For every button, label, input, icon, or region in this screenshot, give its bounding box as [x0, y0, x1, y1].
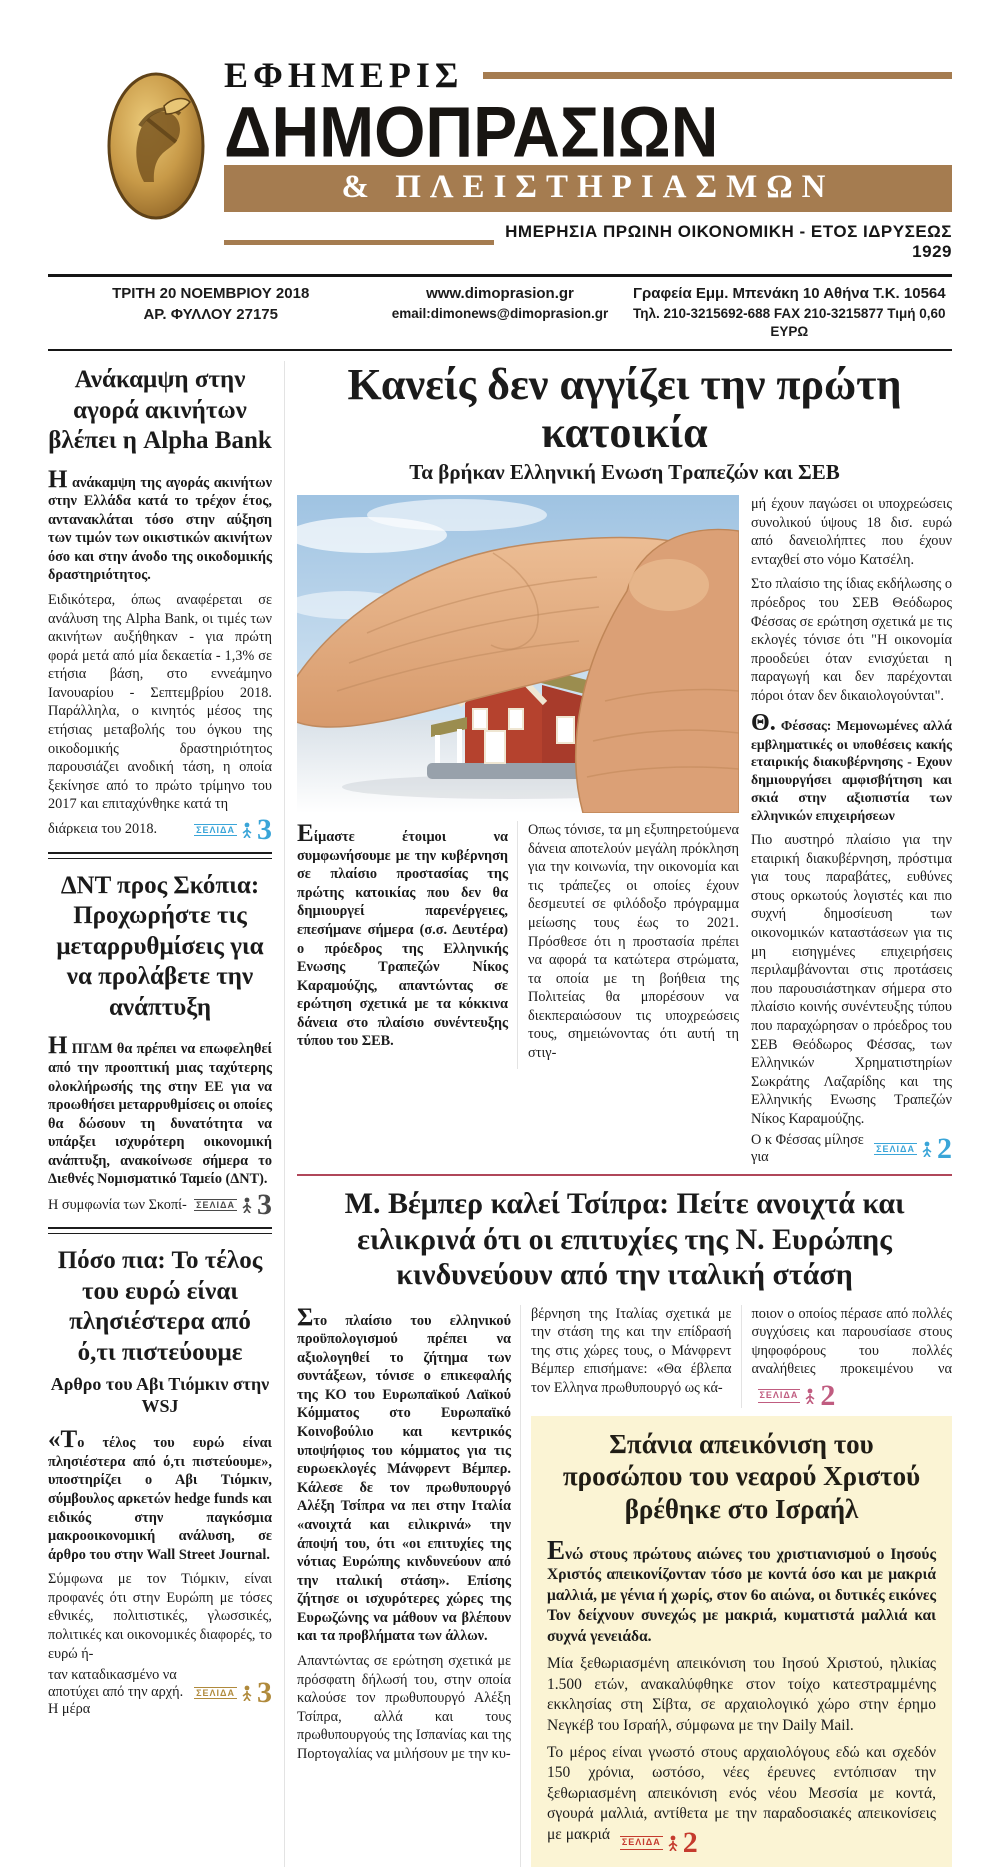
press-figure-icon	[667, 1835, 679, 1851]
weber-col2	[531, 1305, 742, 1408]
masthead-text	[224, 52, 952, 262]
contact-line: Τηλ. 210-3215692-688 FAX 210-3215877 Τιμή 0,60 ΕΥΡΩ	[633, 305, 946, 339]
masthead	[48, 52, 952, 262]
page-ref: ΣΕΛΙΔΑ 3	[196, 1675, 272, 1709]
christ-title: Σπάνια απεικόνιση του προσώπου του νεαρού Χριστού βρέθηκε στο Ισραήλ	[562, 1428, 921, 1524]
page-number: 2	[820, 1378, 836, 1412]
left-column	[48, 361, 285, 1867]
info-bar	[48, 274, 952, 351]
page-number: 2	[937, 1132, 952, 1166]
article-paragraph: «Το τέλος του ευρώ είναι πλησιέστερα από ό,τι πιστεύουμε», υποστηρίζει ο Αβι Τιόμκιν, σύμβουλος αρκετών hedge funds και ειδικός στην παγκόσμια μακροοικονομική ανάλυση, σε άρθρο του στην Wall Street Journal.	[48, 1426, 272, 1563]
masthead-rule	[483, 72, 952, 79]
article-title: ΔΝΤ προς Σκόπια: Προχωρήστε τις μεταρρυθμίσεις για να προλάβετε την ανάπτυξη	[56, 871, 264, 1021]
masthead-band: & ΠΛΕΙΣΤΗΡΙΑΣΜΩΝ	[224, 165, 952, 212]
article-paragraph: Ειδικότερα, όπως αναφέρεται σε ανάλυση της Alpha Bank, οι τιμές των ακινήτων αυξήθηκαν - για πρώτη φορά μετά από μία δεκαετία - 1,3% σε ετήσια βάση, στο εννεάμηνο Ιανουαρίου - Σεπτεμβρίου 2018. Παράλληλα, ο κινητός μέσος της ετήσιας μεταβολής του όγκου της οικοδομικής δραστηριότητος παρουσιάζει ανοδική τάση, η οποία ξεκίνησε από το πρώτο τρίμηνο του 2017 και επιταχύνθηκε κατά τη	[48, 591, 272, 813]
weber-paragraph-tail: ποιον ο οποίος πέρασε από πολλές συγχύσεις και παρουσίασε στους ψηφοφόρους του πολλές αναλήθειες προκειμένου να	[751, 1305, 952, 1378]
article-paragraph: Η ανάκαμψη της αγοράς ακινήτων στην Ελλάδα κατά το τρέχον έτος, αντανακλάται τόσο στην αύξηση των τιμών των οικιστικών ακινήτων όσο και στην άνοδο της οικοδομικής δραστηριότητος.	[48, 465, 272, 584]
article-title: Ανάκαμψη στην αγορά ακινήτων βλέπει η Alpha Bank	[48, 366, 272, 454]
page-ref: ΣΕΛΙΔΑ 3	[196, 812, 272, 846]
article-title: Πόσο πια: Το τέλος του ευρώ είναι πλησιέστερα από ό,τι πιστεύουμε	[57, 1247, 263, 1366]
press-figure-icon	[804, 1388, 816, 1404]
article-paragraph-tail: ταν καταδικασμένο να αποτύχει από την αρχή. Η μέρα	[48, 1667, 184, 1718]
right-area	[285, 361, 952, 1867]
lead-story	[297, 361, 952, 1166]
article-paragraph: Σύμφωνα με τον Τιόμκιν, είναι προφανές ότι στην Ευρώπη με τόσες εθνικές, πολιτιστικές, γλωσσικές, πολιτικές και οικονομικές διαφορές, το ευρώ ή-	[48, 1571, 272, 1662]
masthead-rule-2	[224, 240, 494, 245]
weber-col3	[751, 1305, 953, 1412]
masthead-tagline: ΗΜΕΡΗΣΙΑ ΠΡΩΙΝΗ ΟΙΚΟΝΟΜΙΚΗ - ΕΤΟΣ ΙΔΡΥΣΕΩΣ 1929	[505, 222, 952, 262]
page-number: 3	[257, 812, 272, 846]
section-divider	[48, 852, 272, 859]
weber-headline: Μ. Βέμπερ καλεί Τσίπρα: Πείτε ανοιχτά και ειλικρινά ότι οι επιτυχίες της Ν. Ευρώπης κινδυνεύουν από την ιταλική στάση	[344, 1187, 905, 1292]
article-paragraph-tail: Η συμφωνία των Σκοπί-	[48, 1196, 187, 1213]
page-number: 3	[257, 1188, 272, 1222]
lead-col1: Είμαστε έτοιμοι να συμφωνήσουμε με την κυβέρνηση σε πλαίσιο προστασίας της πρώτης κατοικίας που δεν θα δημιουργεί παρενέργειες, επεσήμανε σήμερα (σ.σ. Δευτέρα) ο πρόεδρος της Ελληνικής Ενωσης Τραπεζών Νίκος Καραμούζης, απαντώντας σε ερώτηση σχετικά με τα κόκκινα δάνεια στο πλαίσιο συνέντευξης τύπου του ΣΕΒ.	[297, 820, 508, 1050]
article-euro-end	[48, 1246, 272, 1718]
section-divider	[48, 1227, 272, 1234]
page-number: 3	[257, 1675, 272, 1709]
article-alpha-bank	[48, 365, 272, 846]
issue-number: ΑΡ. ΦΥΛΛΟΥ 27175	[143, 305, 278, 323]
masthead-pretitle: ΕΦΗΜΕΡΙΣ	[224, 55, 464, 95]
side-paragraph-tail: Ο κ Φέσσας μίλησε για	[751, 1132, 864, 1166]
article-paragraph-tail: διάρκεια του 2018.	[48, 821, 158, 838]
article-subtitle: Αρθρο του Αβι Τιόμκιν στην WSJ	[50, 1374, 270, 1416]
office-address: Γραφεία Εμμ. Μπενάκη 10 Αθήνα Τ.Κ. 10564	[632, 285, 946, 303]
side-paragraph-bold: Θ. Φέσσας: Μεμονωμένες αλλά εμβληματικές οι υποθέσεις κακής εταιρικής διακυβέρνησης - Εχουν δημιουργήσει αμφισβήτηση και σκιά στην αξιοπιστία των ελληνικών επιχειρήσεων	[751, 709, 952, 824]
christ-paragraph-tail: Το μέρος είναι γνωστό στους αρχαιολόγους εδώ και σχεδόν 150 χρόνια, ωστόσο, νέες έρευνες εντόπισαν την ξεθωριασμένη απεικόνιση ενός νέου Μεσσία με κοντά, σγουρά μαλλιά, αντίθετα με την παραδοσιακές απεικονίσεις με μακριά	[547, 1743, 936, 1843]
issue-date: ΤΡΙΤΗ 20 ΝΟΕΜΒΡΙΟΥ 2018	[112, 285, 310, 303]
press-figure-icon	[241, 1685, 253, 1701]
page-ref: ΣΕΛΙΔΑ 3	[196, 1188, 272, 1222]
page-ref: ΣΕΛΙΔΑ 2	[876, 1132, 952, 1166]
main-content	[48, 361, 952, 1867]
article-imf-skopje	[48, 871, 272, 1222]
christ-paragraph: Ενώ στους πρώτους αιώνες του χριστιανισμού ο Ιησούς Χριστός απεικονίζονταν τόσο με κοντά όσο και με μακριά μαλλιά, με γένια ή χωρίς, στον 6ο αιώνα, οι δυτικές εικόνες Τον δείχνουν συνεχώς με μακριά, κυματιστά μαλλιά και συχνά γενειάδα.	[547, 1534, 936, 1645]
christ-paragraph: Μία ξεθωριασμένη απεικόνιση του Ιησού Χριστού, ηλικίας 1.500 ετών, ανακαλύφθηκε στον τοίχο κατεστραμμένης εκκλησίας στη Σίβτα, σε αρχαιολογικό χώρο στην έρημο Νεγκέβ του Ισραήλ, σύμφωνα με την Daily Mail.	[547, 1655, 936, 1734]
website-url: www.dimoprasion.gr	[426, 285, 574, 303]
lead-col2: Οπως τόνισε, τα μη εξυπηρετούμενα δάνεια αποτελούν μεγάλη πρόκληση για την κοινωνία, την οικονομία και τις τράπεζες οι οποίες έχουν δεσμευτεί σε φιλόδοξο πρόγραμμα μείωσης τους έως το 2021. Πρόσθεσε ότι η προστασία πρέπει να αφορά τα κατώτερα στρώματα, τα οποία με τη βοήθεια της Πολιτείας θα μπορέσουν να διεκπεραιώσουν τις υποχρεώσεις τους, σημειώνοντας ότι αυτή τη στιγ-	[528, 822, 739, 1061]
press-figure-icon	[241, 1197, 253, 1213]
hermes-coin-logo	[106, 70, 206, 227]
web-info	[373, 284, 626, 341]
article-paragraph: Η ΠΓΔΜ θα πρέπει να επωφεληθεί από την προοπτική μιας ταχύτερης ολοκλήρωσής της στην ΕΕ για να προωθήσει μεταρρυθμίσεις οι οποίες θα δώσουν τη δυνατότητα να υπάρξει ισχυρότερη οικονομική ανάπτυξη, ανακοίνωσε σήμερα το Διεθνές Νομισματικό Ταμείο (ΔΝΤ).	[48, 1032, 272, 1188]
lead-side-column	[749, 495, 952, 1166]
weber-paragraph: Στο πλαίσιο του ελληνικού προϋπολογισμού πρέπει να αξιολογηθεί το ζήτημα των συντάξεων, τόνισε ο επικεφαλής της ΚΟ του Ευρωπαϊκού Λαϊκού Κόμματος στο Ευρωπαϊκό Κοινοβούλιο και κεντρικός υποψήφιος του κόμματος για τις ευρωεκλογές Μάνφρεντ Βέμπερ. Κάλεσε δε τον πρωθυπουργό Αλέξη Τσίπρα να πει στην Ιταλία «ανοιχτά και ειλικρινά» την άποψή του, ότι «οι επιτυχίες της νότιας Ευρώπης κινδυνεύουν από την ιταλική στάση». Επίσης ζήτησε οι ισχυρότερες χώρες της Ευρωζώνης να μάθουν να βλέπουν και τα προβλήματα των άλλων.	[297, 1303, 511, 1645]
lead-subhead: Τα βρήκαν Ελληνική Ενωση Τραπεζών και ΣΕΒ	[409, 460, 840, 485]
weber-paragraph: Απαντώντας σε ερώτηση σχετικά με πρόσφατη δήλωσή του, στην οποία καλούσε τον πρωθυπουργό Αλέξη Τσίπρα, αλλά και τους πρωθυπουργούς της Ισπανίας και της Πορτογαλίας να μιλήσουν με την κυ-	[297, 1652, 511, 1762]
page-ref: ΣΕΛΙΔΑ 2	[759, 1378, 836, 1412]
press-figure-icon	[241, 822, 253, 838]
christ-story-box	[531, 1416, 952, 1867]
weber-story	[297, 1186, 952, 1866]
issue-info	[48, 284, 373, 341]
lead-headline: Κανείς δεν αγγίζει την πρώτη κατοικία	[347, 360, 902, 457]
weber-col1	[297, 1305, 521, 1867]
press-figure-icon	[921, 1141, 933, 1157]
red-divider	[297, 1174, 952, 1176]
masthead-title: ΔΗΜΟΠΡΑΣΙΩΝ	[224, 91, 719, 172]
page-ref: ΣΕΛΙΔΑ 2	[621, 1825, 698, 1859]
weber-paragraph: βέρνηση της Ιταλίας σχετικά με την στάση της και την επίδρασή της στις χώρες τους, ο Μάνφρεντ Βέμπερ επισήμανε: «Θα έβλεπα τον Ελληνα πρωθυπουργό ως κά-	[531, 1305, 732, 1396]
office-info	[627, 284, 952, 341]
side-paragraph: Πιο αυστηρό πλαίσιο για την εταιρική διακυβέρνηση, πρόστιμα για τους παραβάτες, ευθύνες στους ορκωτούς λογιστές και πιο συχνή δημοσίευση των οικονομικών καταστάσεων για τις μη εισηγμένες επιχειρήσεις περιλαμβάνονται στις προτάσεις που παρουσιάστηκαν σήμερα στο πλαίσιο κοινής συνέντευξης τύπου που παραχώρησαν ο πρόεδρος του ΣΕΒ Θεόδωρος Φέσσας, των Ελληνικών Χρηματιστηρίων Σωκράτης Λαζαρίδης και της Ελληνικής Ενωσης Τραπεζών Νίκος Καραμούζης.	[751, 832, 952, 1127]
page-number: 2	[682, 1825, 698, 1859]
lead-photo	[297, 495, 739, 813]
side-paragraph: Στο πλαίσιο της ίδιας εκδήλωσης ο πρόεδρος του ΣΕΒ Θεόδωρος Φέσσας σε ερώτηση σχετικά με τις εκλογές τόνισε ότι "Η οικονομία προοδεύει όταν ενισχύεται η παραγωγή και δεν παρέχονται πόροι όταν δεν δικαιολογούνται".	[751, 576, 952, 704]
email-address: email:dimonews@dimoprasion.gr	[391, 305, 609, 321]
side-paragraph: μή έχουν παγώσει οι υποχρεώσεις συνολικού ύψους 18 δισ. ευρώ από δανειολήπτες που έχουν ενταχθεί στο νόμο Κατσέλη.	[751, 496, 952, 568]
